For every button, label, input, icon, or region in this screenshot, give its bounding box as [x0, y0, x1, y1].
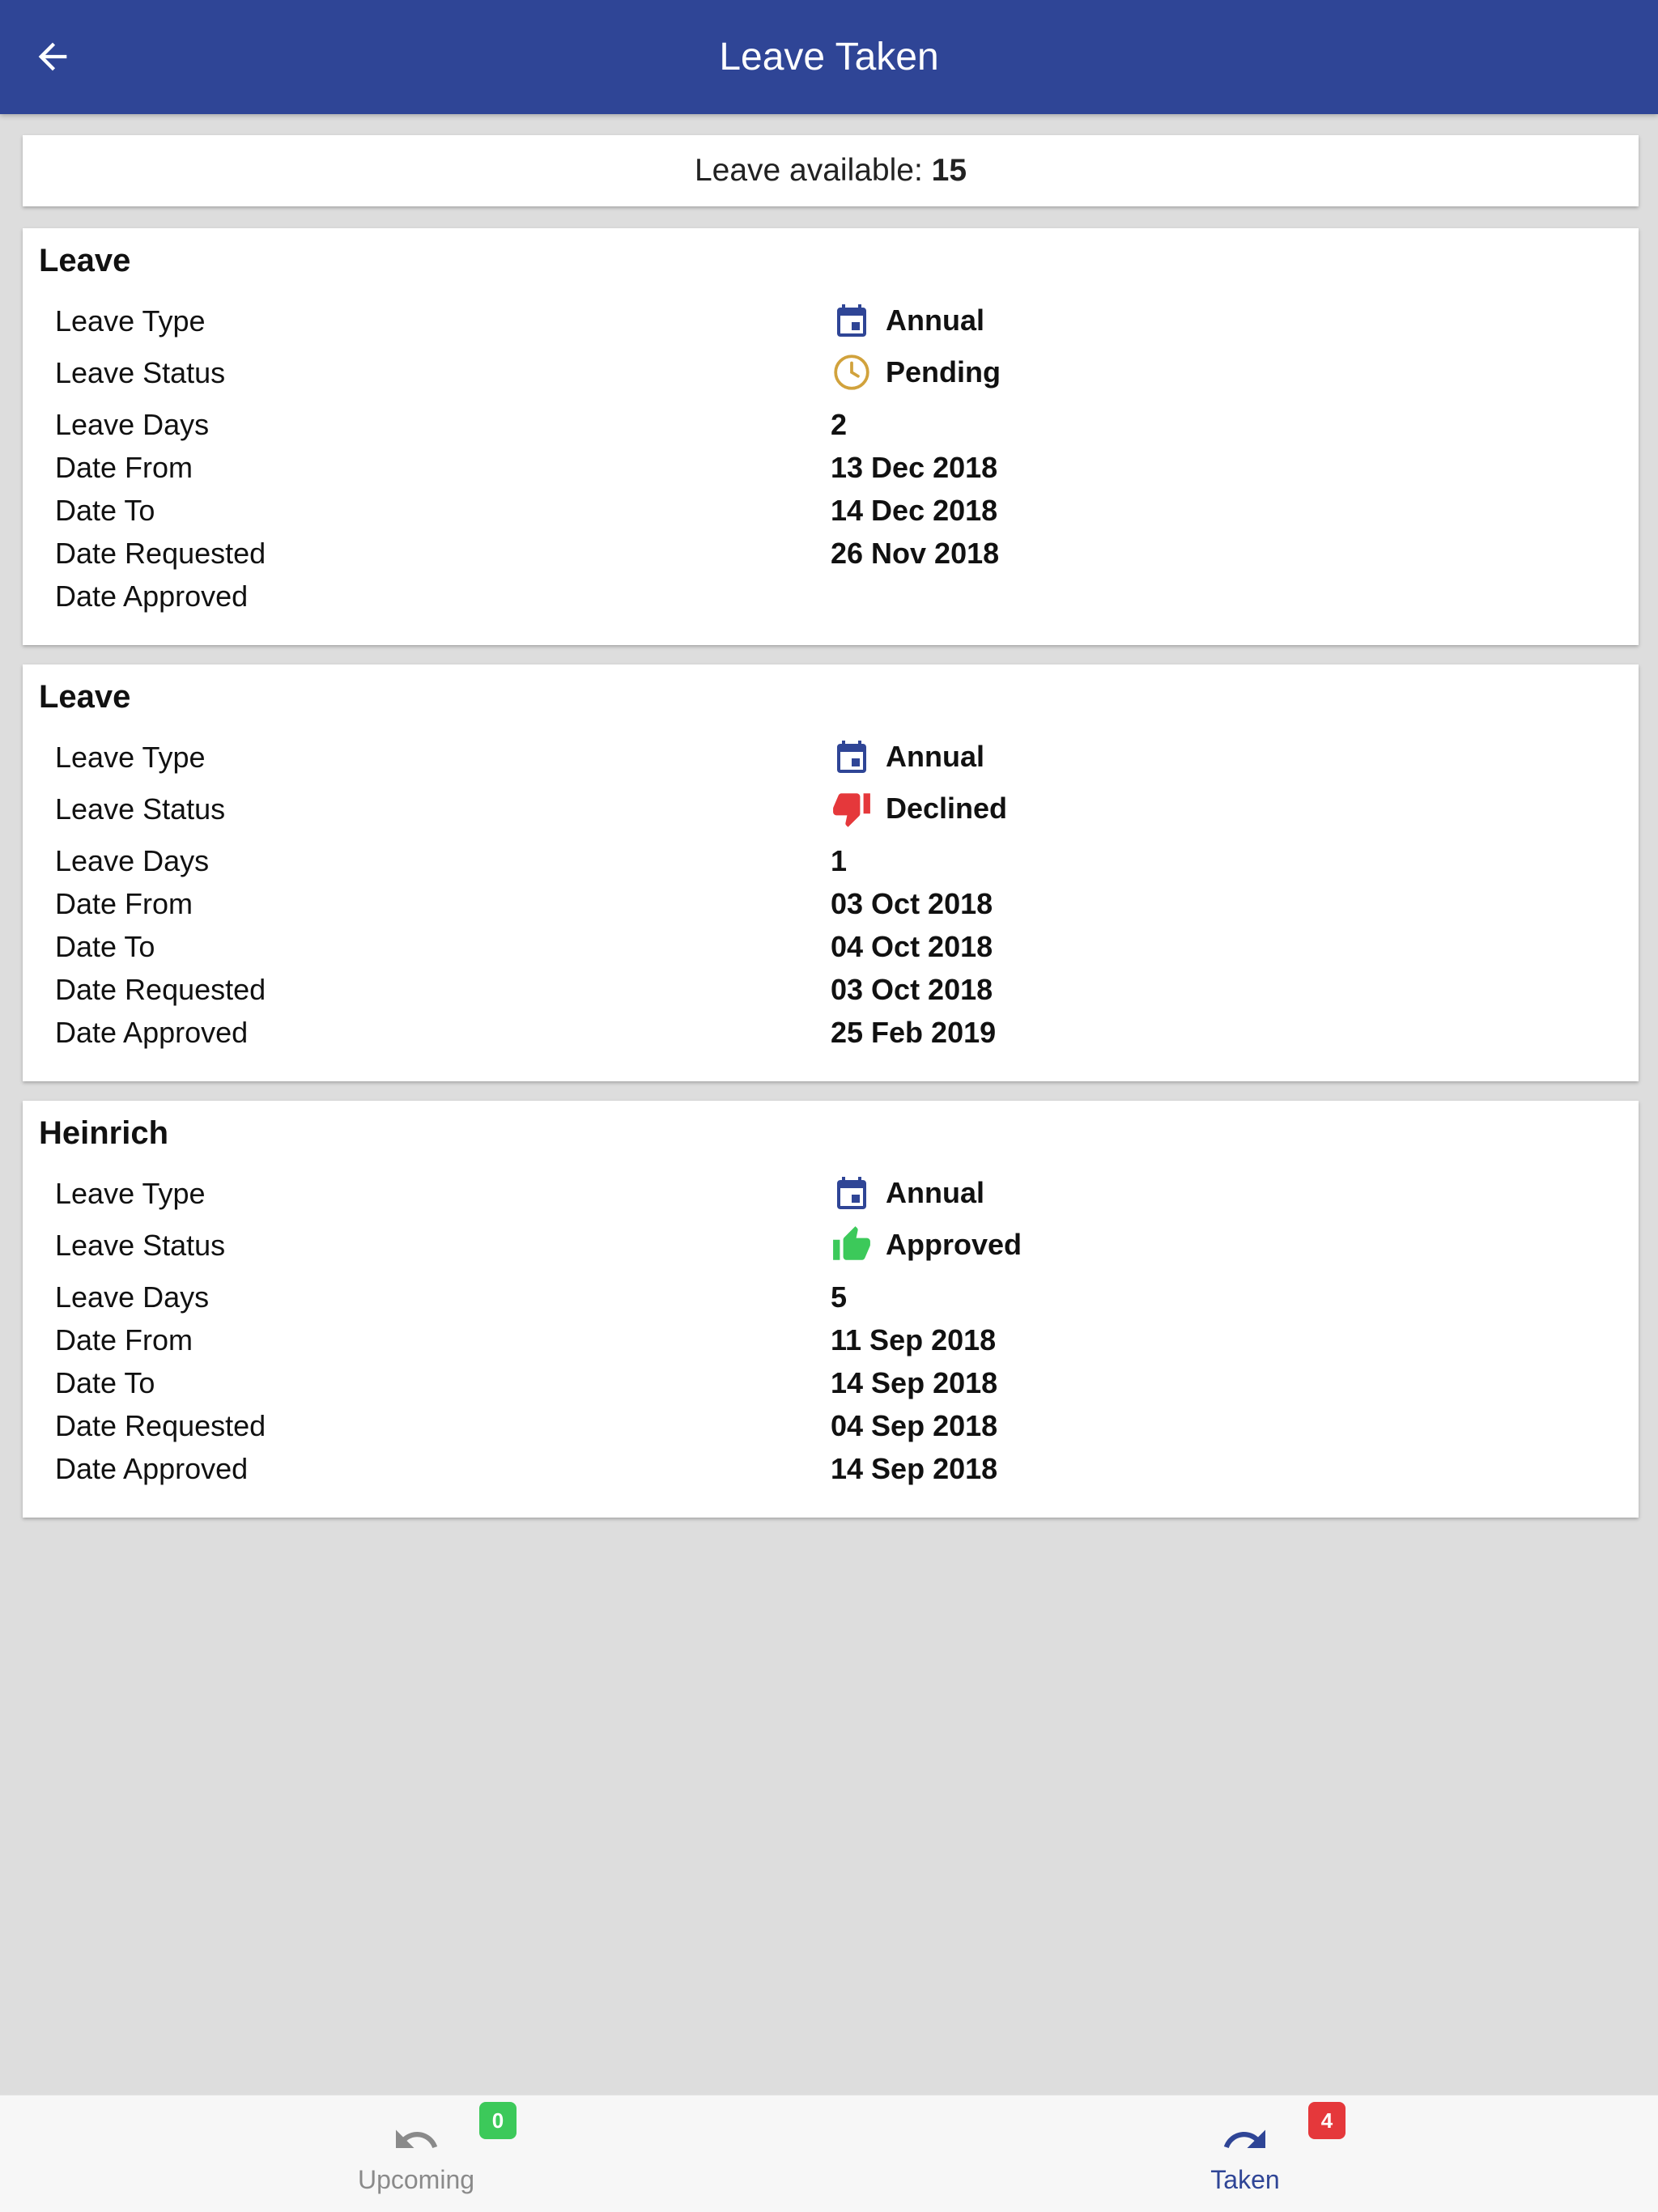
redo-icon [1221, 2120, 1269, 2160]
leave-available-label: Leave available: [694, 153, 932, 188]
leave-type-label: Leave Type [55, 304, 206, 338]
date-from-value: 03 Oct 2018 [831, 887, 993, 920]
date-approved-value: 14 Sep 2018 [831, 1452, 998, 1485]
thumbs-down-icon [831, 788, 873, 830]
calendar-icon [831, 736, 873, 778]
leave-status-row [23, 356, 1639, 399]
leave-days-value: 1 [831, 844, 848, 877]
leave-type-row [23, 741, 1639, 783]
leave-days-row [23, 408, 1639, 451]
date-requested-label: Date Requested [55, 973, 266, 1006]
date-requested-value: 26 Nov 2018 [831, 537, 1000, 570]
leave-status-value [831, 1224, 1022, 1266]
date-approved-label: Date Approved [55, 580, 249, 613]
calendar-icon [831, 299, 873, 342]
leave-status-value [831, 351, 1001, 393]
leave-status-text: Approved [886, 1228, 1022, 1261]
date-to-value: 04 Oct 2018 [831, 930, 993, 963]
date-approved-value: 25 Feb 2019 [831, 1016, 997, 1049]
leave-status-value [831, 788, 1007, 830]
leave-type-text: Annual [886, 740, 984, 773]
leave-type-text: Annual [886, 304, 984, 337]
page-title: Leave Taken [719, 36, 939, 79]
date-approved-label: Date Approved [55, 1016, 249, 1049]
card-title: Leave [39, 679, 131, 715]
leave-type-label: Leave Type [55, 1177, 206, 1210]
date-to-row [23, 930, 1639, 973]
date-requested-row [23, 973, 1639, 1016]
leave-type-value [831, 299, 984, 342]
date-approved-label: Date Approved [55, 1452, 249, 1485]
leave-status-label: Leave Status [55, 1229, 226, 1262]
leave-status-row [23, 1229, 1639, 1272]
leave-status-label: Leave Status [55, 356, 226, 389]
date-from-label: Date From [55, 887, 193, 920]
nav-tab-taken[interactable] [1083, 2095, 1407, 2212]
leave-status-text: Pending [886, 355, 1001, 388]
undo-icon [392, 2120, 440, 2160]
date-to-label: Date To [55, 930, 155, 963]
leave-days-row [23, 1280, 1639, 1323]
leave-type-row [23, 1177, 1639, 1220]
date-to-row [23, 494, 1639, 537]
date-requested-value: 04 Sep 2018 [831, 1409, 998, 1442]
bottom-navigation [0, 2095, 1658, 2212]
date-requested-value: 03 Oct 2018 [831, 973, 993, 1006]
date-from-row [23, 887, 1639, 930]
date-to-row [23, 1366, 1639, 1409]
leave-type-row [23, 304, 1639, 347]
nav-tab-upcoming[interactable] [254, 2095, 578, 2212]
date-requested-row [23, 537, 1639, 580]
nav-label-taken: Taken [1210, 2165, 1280, 2194]
leave-type-label: Leave Type [55, 741, 206, 774]
leave-available-value: 15 [931, 153, 967, 188]
date-from-label: Date From [55, 451, 193, 484]
date-requested-label: Date Requested [55, 537, 266, 570]
date-to-value: 14 Dec 2018 [831, 494, 998, 527]
date-from-value: 11 Sep 2018 [831, 1323, 997, 1356]
date-to-label: Date To [55, 494, 155, 527]
thumbs-up-icon [831, 1224, 873, 1266]
date-from-row [23, 451, 1639, 494]
leave-status-text: Declined [886, 792, 1008, 825]
leave-card[interactable] [23, 228, 1639, 645]
leave-days-label: Leave Days [55, 844, 210, 877]
leave-days-label: Leave Days [55, 1280, 210, 1314]
leave-status-row [23, 792, 1639, 835]
leave-card[interactable] [23, 664, 1639, 1081]
upcoming-count-badge: 0 [479, 2102, 517, 2139]
leave-type-value [831, 1172, 984, 1214]
leave-type-text: Annual [886, 1176, 984, 1209]
leave-days-label: Leave Days [55, 408, 210, 441]
date-requested-row [23, 1409, 1639, 1452]
nav-label-upcoming: Upcoming [357, 2165, 475, 2194]
calendar-icon [831, 1172, 873, 1214]
date-from-label: Date From [55, 1323, 193, 1356]
date-from-value: 13 Dec 2018 [831, 451, 998, 484]
date-requested-label: Date Requested [55, 1409, 266, 1442]
leave-days-row [23, 844, 1639, 887]
date-approved-row [23, 580, 1639, 622]
leave-status-label: Leave Status [55, 792, 226, 826]
card-title: Leave [39, 243, 131, 278]
taken-count-badge: 4 [1308, 2102, 1346, 2139]
date-approved-row [23, 1452, 1639, 1495]
date-approved-row [23, 1016, 1639, 1059]
date-to-label: Date To [55, 1366, 155, 1399]
clock-icon [831, 351, 873, 393]
arrow-left-icon [32, 36, 74, 78]
back-button[interactable] [24, 24, 81, 89]
date-from-row [23, 1323, 1639, 1366]
date-to-value: 14 Sep 2018 [831, 1366, 998, 1399]
leave-available-banner [23, 135, 1639, 206]
leave-days-value: 2 [831, 408, 848, 441]
leave-days-value: 5 [831, 1280, 848, 1314]
leave-type-value [831, 736, 984, 778]
top-app-bar [0, 0, 1658, 114]
leave-card[interactable] [23, 1101, 1639, 1518]
card-title: Heinrich [39, 1115, 169, 1151]
